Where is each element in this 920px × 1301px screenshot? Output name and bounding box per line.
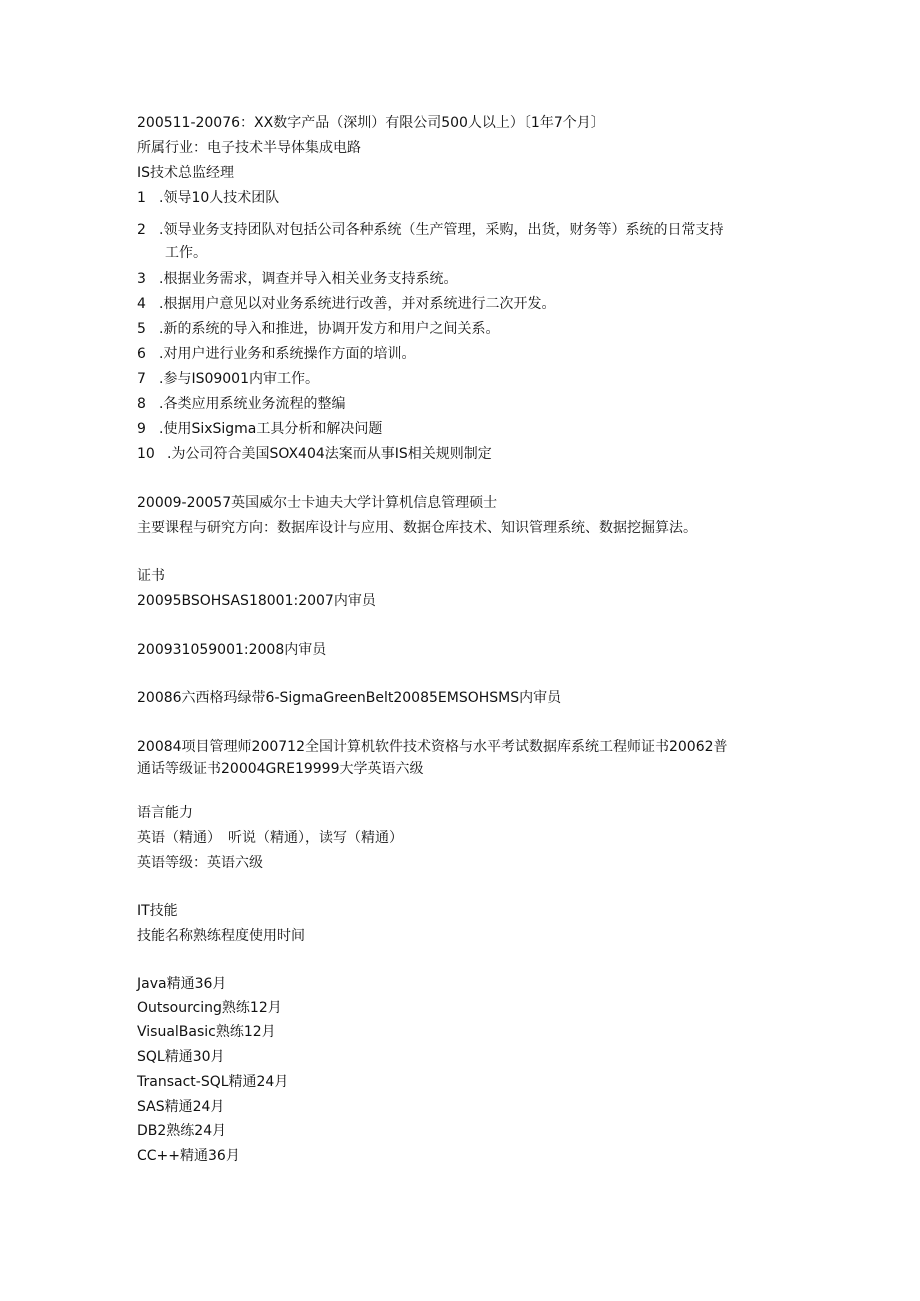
- skill-row: Java精通36月: [137, 976, 227, 992]
- education-courses: 主要课程与研究方向：数据库设计与应用、数据仓库技术、知识管理系统、数据挖掘算法。: [137, 520, 697, 536]
- duty-number: 7: [137, 371, 146, 387]
- duty-item: [137, 319, 499, 339]
- duty-text: .根据业务需求，调查并导入相关业务支持系统。: [159, 271, 458, 287]
- education-header: 20009-20057英国威尔士卡迪夫大学计算机信息管理硕士: [137, 495, 498, 511]
- skill-row: Outsourcing熟练12月: [137, 1000, 282, 1016]
- duty-text: .领导业务支持团队对包括公司各种系统（生产管理，采购，出货，财务等）系统的日常支持: [159, 222, 724, 238]
- certificate-item-continued: 通话等级证书20004GRE19999大学英语六级: [137, 761, 424, 777]
- it-skills-heading: IT技能: [137, 903, 178, 919]
- duty-item: [137, 294, 555, 314]
- job-title: IS技术总监经理: [137, 165, 235, 181]
- skill-row: DB2熟练24月: [137, 1123, 227, 1139]
- duty-item: [137, 220, 723, 240]
- skill-row: SQL精通30月: [137, 1049, 225, 1065]
- duty-number: 8: [137, 396, 146, 412]
- duty-text-continued: 工作。: [165, 245, 207, 261]
- duty-number: 1: [137, 190, 146, 206]
- language-heading: 语言能力: [137, 805, 193, 821]
- certificate-item: 20084项目管理师200712全国计算机软件技术资格与水平考试数据库系统工程师证书20062普: [137, 739, 728, 755]
- duty-item: [137, 394, 345, 414]
- duty-item: [137, 444, 492, 464]
- it-skills-columns: 技能名称熟练程度使用时间: [137, 928, 305, 944]
- duty-text: .使用SixSigma工具分析和解决问题: [159, 421, 383, 437]
- language-english: 英语（精通） 听说（精通），读写（精通）: [137, 830, 403, 846]
- duty-text: .新的系统的导入和推进，协调开发方和用户之间关系。: [159, 321, 500, 337]
- duty-number: 2: [137, 222, 146, 238]
- job-header: 200511-20076：XX数字产品（深圳）有限公司500人以上）〔1年7个月〕: [137, 115, 605, 131]
- skill-row: CC++精通36月: [137, 1148, 240, 1164]
- duty-item: [137, 188, 279, 208]
- duty-number: 6: [137, 346, 146, 362]
- language-level: 英语等级：英语六级: [137, 855, 263, 871]
- duty-item: [137, 269, 457, 289]
- duty-number: 4: [137, 296, 146, 312]
- skill-row: Transact-SQL精通24月: [137, 1074, 289, 1090]
- certificate-item: 200931059001:2008内审员: [137, 642, 327, 658]
- certificate-item: 20095BSOHSAS18001:2007内审员: [137, 593, 376, 609]
- duty-number: 5: [137, 321, 146, 337]
- duty-item: [137, 344, 415, 364]
- duty-number: 3: [137, 271, 146, 287]
- duty-item: [137, 369, 319, 389]
- certificate-item: 20086六西格玛绿带6-SigmaGreenBelt20085EMSOHSMS内审员: [137, 690, 562, 706]
- duty-number: 10: [137, 446, 155, 462]
- duty-text: .参与IS09001内审工作。: [159, 371, 320, 387]
- skill-row: VisualBasic熟练12月: [137, 1024, 276, 1040]
- duty-text: .为公司符合美国SOX404法案而从事IS相关规则制定: [167, 446, 492, 462]
- duty-number: 9: [137, 421, 146, 437]
- duty-text: .各类应用系统业务流程的整编: [159, 396, 346, 412]
- duty-text: .领导10人技术团队: [159, 190, 280, 206]
- duty-item: [137, 419, 382, 439]
- job-industry: 所属行业：电子技术半导体集成电路: [137, 140, 361, 156]
- duty-text: .对用户进行业务和系统操作方面的培训。: [159, 346, 416, 362]
- certificates-heading: 证书: [137, 568, 165, 584]
- duty-text: .根据用户意见以对业务系统进行改善，并对系统进行二次开发。: [159, 296, 556, 312]
- skill-row: SAS精通24月: [137, 1099, 225, 1115]
